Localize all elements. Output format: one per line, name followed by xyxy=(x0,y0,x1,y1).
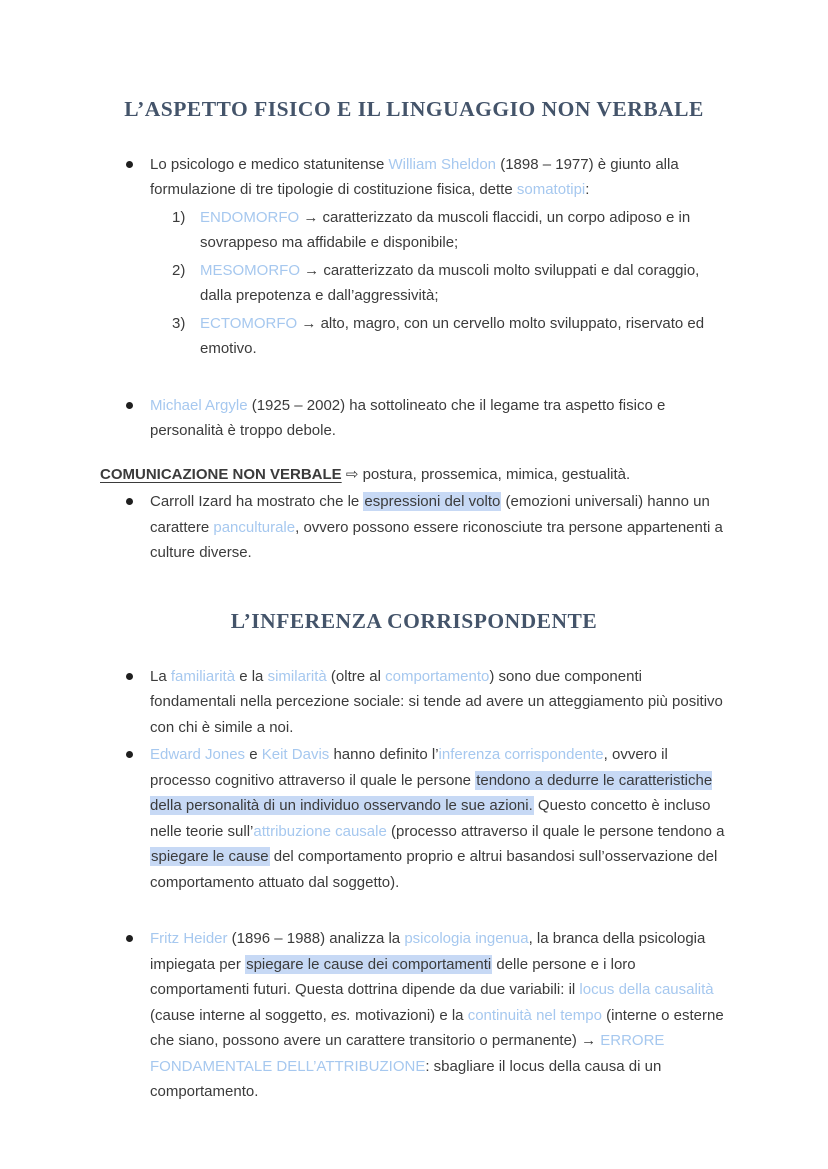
bullet-icon xyxy=(126,935,133,942)
bullet-izard xyxy=(100,489,728,566)
item-mesomorfo xyxy=(100,258,728,309)
text-segment-plain: delle persone e i loro comportamenti futuri. Questa dottrina dipende da due variabili: il xyxy=(150,955,636,999)
text-segment-accent: ECTOMORFO xyxy=(200,314,298,332)
text-segment-accent: psicologia ingenua xyxy=(404,930,529,948)
bullet-icon xyxy=(126,751,133,758)
text-segment-accent: Edward Jones xyxy=(150,746,246,764)
text-segment-plain: (cause interne al soggetto, xyxy=(150,1006,331,1024)
section-title-inferenza-corrispondente xyxy=(100,608,728,636)
list-number: 3) xyxy=(172,314,186,332)
spacer-1 xyxy=(100,364,728,393)
text-segment-plain: (1925 – 2002) ha sottolineato che il legame tra aspetto fisico e personalità è troppo debole. xyxy=(150,396,666,440)
bullet-icon xyxy=(126,498,133,505)
text-segment-plain: motivazioni) e la xyxy=(350,1006,468,1024)
text-segment-plain: , ovvero il processo cognitivo attraverso il quale le persone xyxy=(150,746,668,789)
list-number: 1) xyxy=(172,208,186,226)
text-segment-plain: → alto, magro, con un cervello molto sviluppato, riservato ed emotivo. xyxy=(200,314,705,358)
text-segment-highlight: spiegare le cause dei comportamenti xyxy=(246,955,492,973)
text-segment-accent: ERRORE FONDAMENTALE DELL’ATTRIBUZIONE xyxy=(150,1032,665,1075)
text-segment-plain: L’INFERENZA CORRISPONDENTE xyxy=(230,608,598,633)
text-segment-accent: continuità nel tempo xyxy=(467,1006,602,1024)
bullet-argyle xyxy=(100,393,728,444)
text-segment-plain: (1896 – 1988) analizza la xyxy=(227,930,405,948)
text-segment-plain: ⇨ postura, prossemica, mimica, gestualità. xyxy=(341,465,631,483)
bullet-heider xyxy=(100,926,728,1105)
text-segment-plain: del comportamento proprio e altrui basandosi sull’osservazione del comportamento attuato dal soggetto). xyxy=(150,848,718,891)
item-endomorfo xyxy=(100,205,728,256)
text-segment-accent: Michael Argyle xyxy=(150,396,248,414)
text-segment-accent: MESOMORFO xyxy=(200,261,300,279)
text-segment-accent: ENDOMORFO xyxy=(200,208,300,226)
text-segment-plain: (1898 – 1977) è giunto alla formulazione di tre tipologie di costituzione fisica, dette xyxy=(150,155,679,199)
text-segment-plain: (processo attraverso il quale le persone tendono a xyxy=(386,822,725,840)
bullet-familiarita xyxy=(100,664,728,741)
text-segment-plain: (interne o esterne che siano, possono avere un carattere transitorio o permanente) → xyxy=(150,1006,724,1050)
item-ectomorfo xyxy=(100,311,728,362)
text-segment-plain: (oltre al xyxy=(326,667,386,685)
spacer-3 xyxy=(100,897,728,926)
text-segment-highlight: spiegare le cause xyxy=(151,848,269,866)
text-segment-accent: Keit Davis xyxy=(261,746,330,764)
list-number: 2) xyxy=(172,261,186,279)
text-segment-plain: e la xyxy=(235,667,268,685)
text-segment-plain: → caratterizzato da muscoli molto sviluppati e dal coraggio, dalla prepotenza e dall’aggressività; xyxy=(200,261,700,305)
text-segment-accent: Fritz Heider xyxy=(150,930,228,948)
text-segment-accent: inferenza corrispondente xyxy=(438,746,604,764)
section-title-aspetto-fisico xyxy=(100,96,728,124)
text-segment-plain: Questo concetto è incluso nelle teorie sull’ xyxy=(150,797,711,840)
text-segment-accent: comportamento xyxy=(385,667,490,685)
text-segment-plain: : sbagliare il locus della causa di un comportamento. xyxy=(150,1057,662,1101)
bullet-icon xyxy=(126,402,133,409)
text-segment-accent: panculturale xyxy=(213,518,296,536)
text-segment-plain: → caratterizzato da muscoli flaccidi, un corpo adiposo e in sovrappeso ma affidabile e disponibile; xyxy=(200,208,691,252)
spacer-2 xyxy=(100,446,728,462)
text-segment-accent: familiarità xyxy=(170,667,236,685)
text-segment-accent: somatotipi xyxy=(516,181,586,199)
text-segment-plain: Carroll Izard ha mostrato che le xyxy=(150,493,364,511)
text-segment-plain: hanno definito l’ xyxy=(329,746,439,764)
text-segment-plain: : xyxy=(585,181,590,199)
text-segment-plain: (emozioni universali) hanno un carattere xyxy=(150,493,710,536)
bullet-icon xyxy=(126,673,133,680)
bullet-icon xyxy=(126,161,133,168)
para-comunicazione-non-verbale xyxy=(100,462,728,488)
text-segment-plain: , la branca della psicologia impiegata per xyxy=(150,930,706,973)
text-segment-plain: ) sono due componenti fondamentali nella percezione sociale: si tende ad avere un atteggiamento più positivo con chi è simile a noi. xyxy=(150,667,723,736)
text-segment-accent: William Sheldon xyxy=(388,155,497,173)
text-segment-plain: Lo psicologo e medico statunitense xyxy=(150,155,389,173)
text-segment-plain: e xyxy=(245,746,262,764)
text-segment-underline: COMUNICAZIONE NON VERBALE xyxy=(100,465,342,483)
text-segment-plain: L’ASPETTO FISICO E IL LINGUAGGIO NON VERBALE xyxy=(124,97,704,121)
bullet-jones-davis xyxy=(100,742,728,895)
text-segment-plain: La xyxy=(150,667,171,685)
text-segment-highlight: tendono a dedurre le caratteristiche della personalità di un individuo osservando le sue azioni. xyxy=(150,771,713,815)
text-segment-italic: es. xyxy=(330,1006,351,1024)
bullet-sheldon xyxy=(100,152,728,203)
text-segment-plain: , ovvero possono essere riconosciute tra persone appartenenti a culture diverse. xyxy=(150,518,723,562)
text-segment-accent: attribuzione causale xyxy=(253,822,387,840)
text-segment-accent: locus della causalità xyxy=(579,981,714,999)
text-segment-highlight: espressioni del volto xyxy=(364,493,501,511)
document-body xyxy=(100,96,728,1105)
text-segment-accent: similarità xyxy=(267,667,327,685)
